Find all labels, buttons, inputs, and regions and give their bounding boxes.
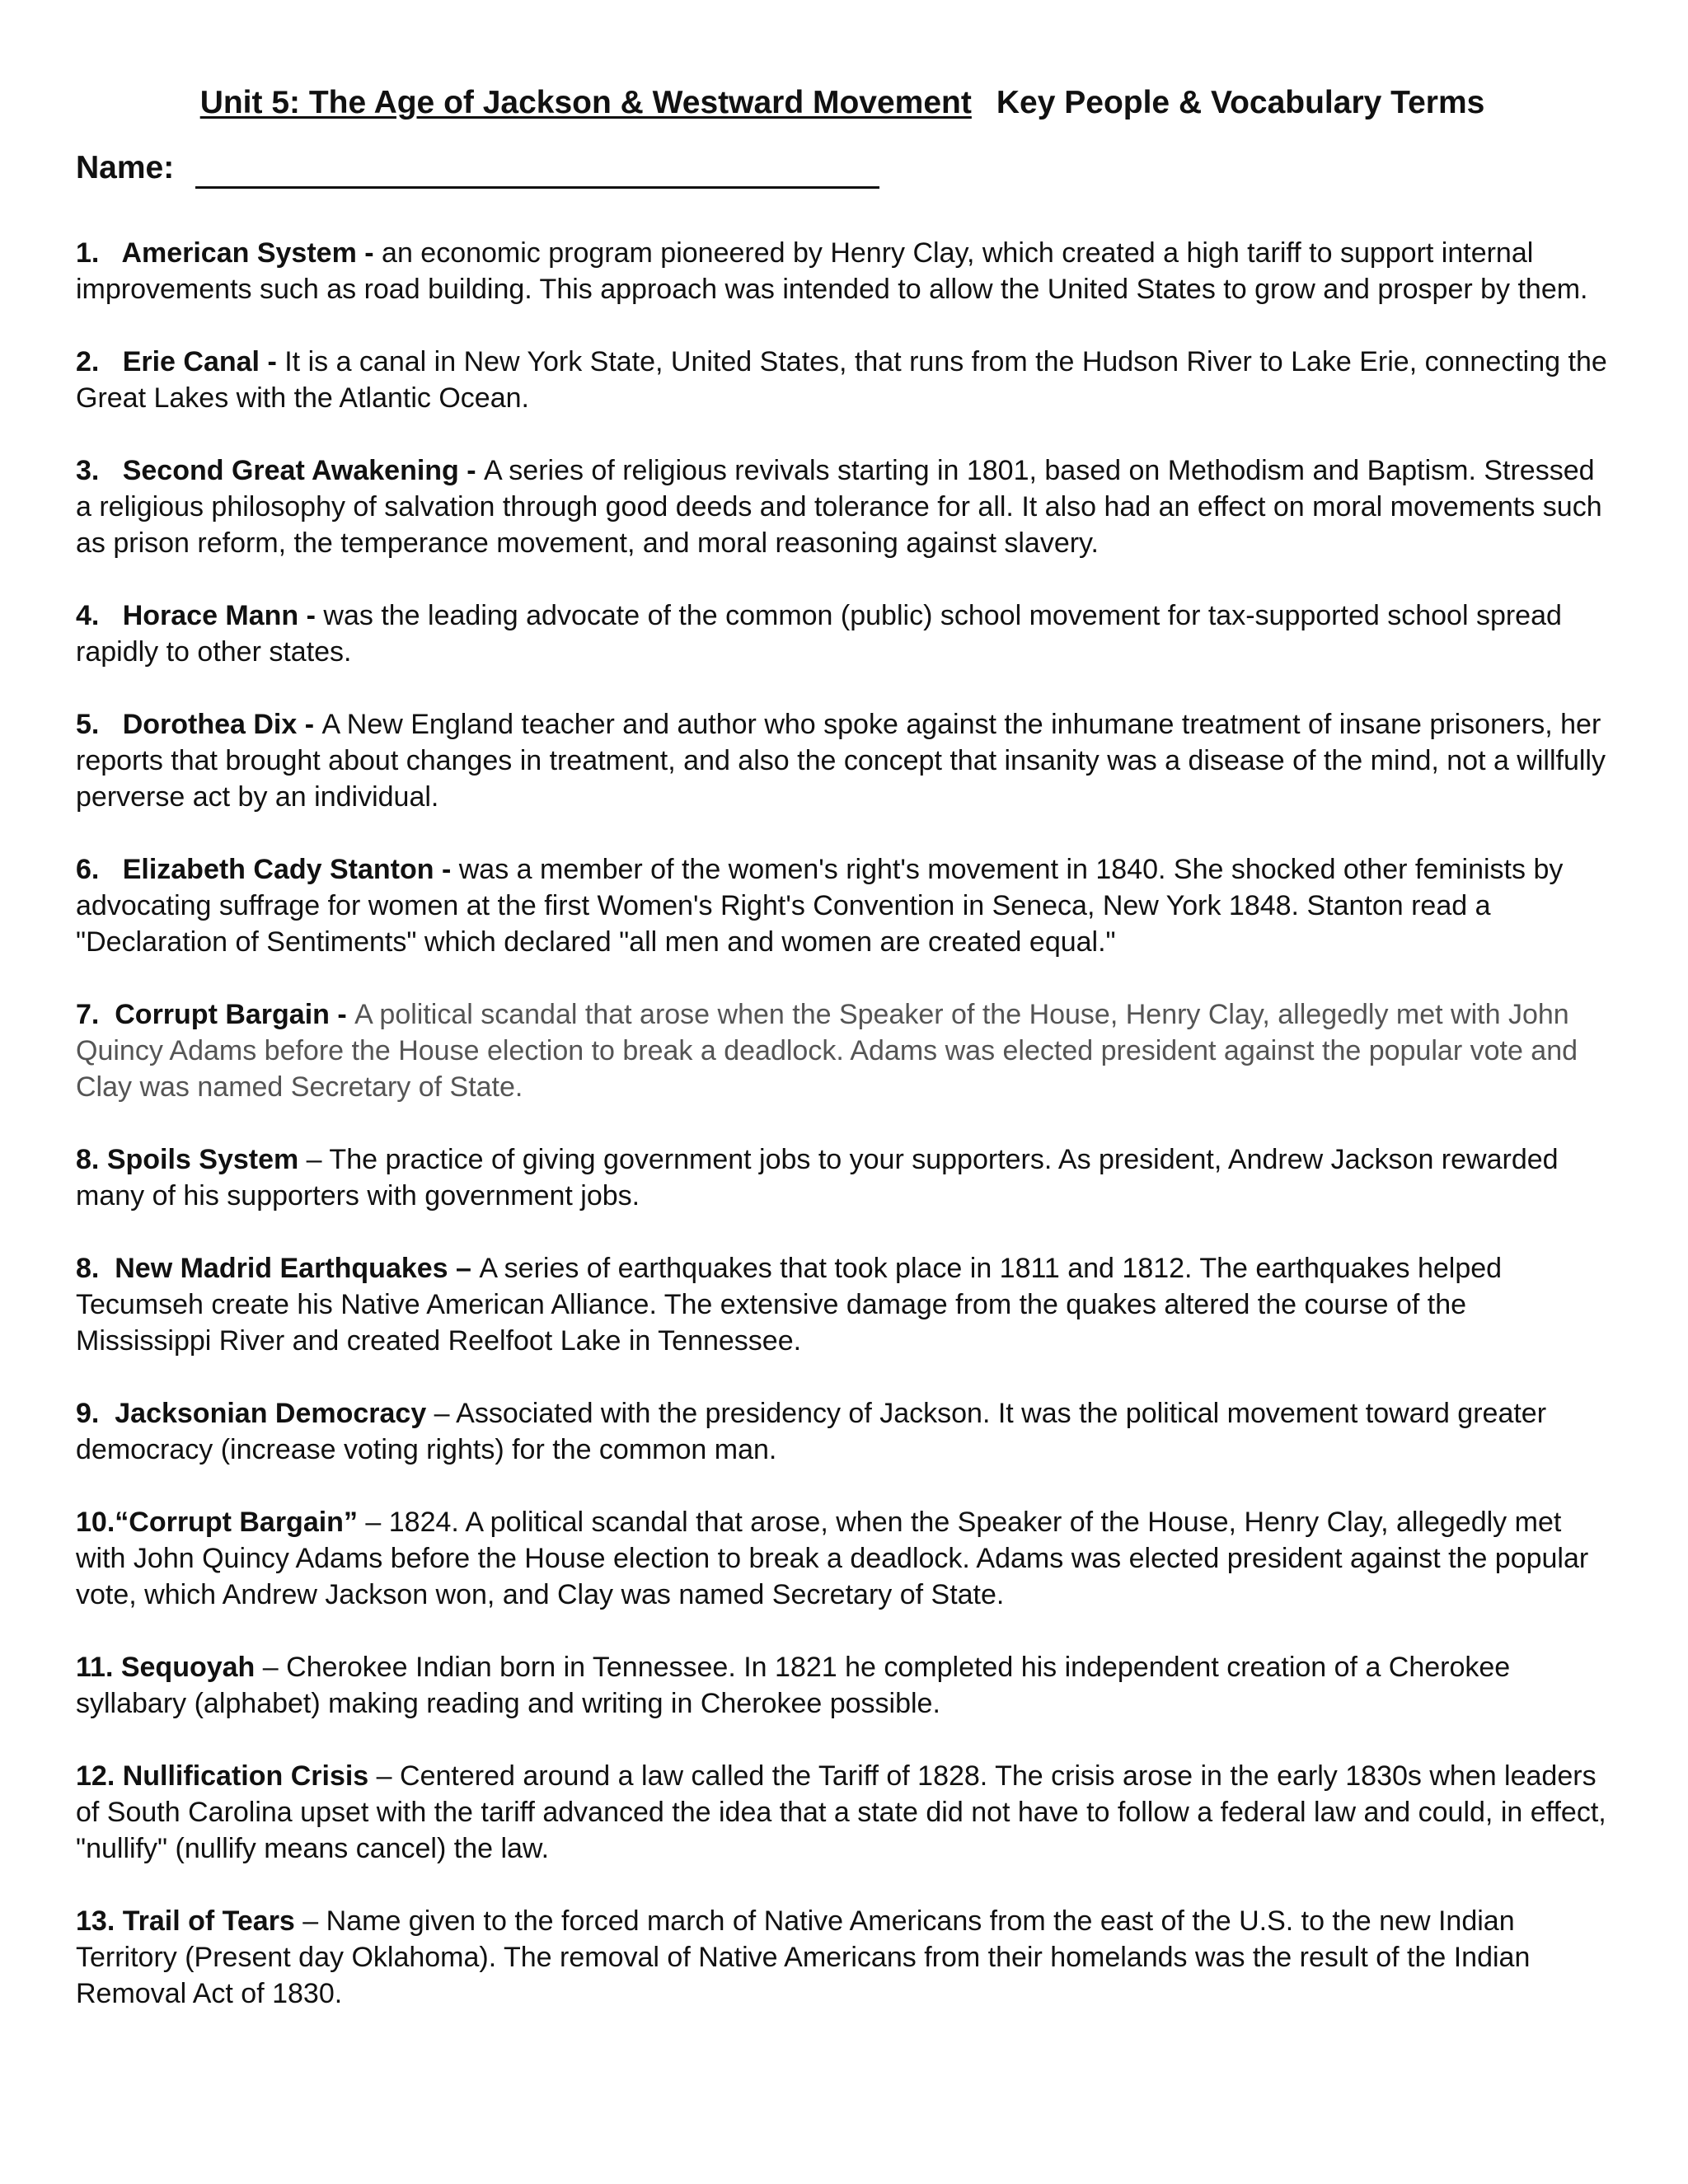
entry-separator: - [356, 237, 382, 269]
entry-term: Elizabeth Cady Stanton [122, 854, 434, 886]
vocabulary-list [76, 235, 1609, 2012]
vocab-entry [76, 235, 1609, 307]
entry-term: Horace Mann [122, 600, 299, 632]
entry-definition: was a member of the women's right's movement in 1840. She shocked other feminists by advocating suffrage for women at the first Women's Right's Convention in Seneca, New York 1848. Stanton read a "Declaration of Sentiments" which declared "all men and women are created equal." [76, 854, 1564, 958]
entry-term: Spoils System [106, 1144, 299, 1176]
vocab-entry [76, 1649, 1609, 1722]
entry-term: Corrupt Bargain [115, 999, 330, 1031]
entry-definition: A New England teacher and author who spoke against the inhumane treatment of insane prisoners, her reports that brought about changes in treatment, and also the concept that insanity was a disease of the mind, not a willfully perverse act by an individual. [76, 709, 1606, 813]
entry-definition: Centered around a law called the Tariff of 1828. The crisis arose in the early 1830s when leaders of South Carolina upset with the tariff advanced the idea that a state did not have to follow a federal law and could, in effect, "nullify" (nullify means cancel) the law. [76, 1760, 1606, 1865]
entry-number: 1. [76, 237, 122, 269]
vocab-entry [76, 1141, 1609, 1214]
entry-number: 11. [76, 1652, 121, 1684]
vocab-entry [76, 1758, 1609, 1867]
entry-number: 2. [76, 346, 123, 378]
vocab-entry [76, 706, 1609, 815]
entry-term: Dorothea Dix [122, 709, 298, 741]
entry-term: Nullification Crisis [122, 1760, 369, 1793]
vocab-entry [76, 996, 1609, 1105]
entry-number: 7. [76, 999, 115, 1031]
entry-definition: A political scandal that arose when the Speaker of the House, Henry Clay, allegedly met with John Quincy Adams before the House election to break a deadlock. Adams was elected president against the popular vote and Clay was named Secretary of State. [76, 999, 1578, 1104]
entry-definition: Associated with the presidency of Jackson. It was the political movement toward greater democracy (increase voting rights) for the common man. [76, 1398, 1547, 1466]
entry-separator: - [329, 999, 355, 1031]
vocab-entry [76, 1903, 1609, 2012]
entry-separator: – [357, 1507, 389, 1539]
entry-definition: The practice of giving government jobs to your supporters. As president, Andrew Jackson rewarded many of his supporters with government jobs. [76, 1144, 1559, 1212]
name-row [76, 148, 1609, 190]
entry-number: 3. [76, 455, 123, 487]
entry-number: 4. [76, 600, 123, 632]
entry-number: 9. [76, 1398, 115, 1430]
entry-definition: Name given to the forced march of Native Americans from the east of the U.S. to the new Indian Territory (Present day Oklahoma). The removal of Native Americans from their homelands was the result of the Indian Removal Act of 1830. [76, 1905, 1531, 2010]
unit-title: Unit 5: The Age of Jackson & Westward Movement [199, 85, 972, 120]
entry-number: 12. [76, 1760, 123, 1793]
entry-term: New Madrid Earthquakes [115, 1253, 448, 1285]
entry-term: Second Great Awakening [122, 455, 459, 487]
entry-definition: Cherokee Indian born in Tennessee. In 1821 he completed his independent creation of a Cherokee syllabary (alphabet) making reading and writing in Cherokee possible. [76, 1652, 1511, 1720]
entry-separator: – [298, 1144, 330, 1176]
entry-number: 8. [76, 1144, 107, 1176]
entry-number: 5. [76, 709, 123, 741]
vocab-entry [76, 1250, 1609, 1359]
entry-definition: It is a canal in New York State, United States, that runs from the Hudson River to Lake Erie, connecting the Great Lakes with the Atlantic Ocean. [76, 346, 1607, 415]
entry-definition: was the leading advocate of the common (public) school movement for tax-supported school spread rapidly to other states. [76, 600, 1562, 668]
entry-definition: A series of earthquakes that took place in 1811 and 1812. The earthquakes helped Tecumseh create his Native American Alliance. The extensive damage from the quakes altered the course of the Mississippi River and created Reelfoot Lake in Tennessee. [76, 1253, 1503, 1357]
entry-number: 10. [76, 1507, 115, 1539]
entry-separator: – [255, 1652, 287, 1684]
entry-separator: – [448, 1253, 480, 1285]
page-header [76, 82, 1609, 124]
vocab-entry [76, 344, 1609, 416]
vocab-entry [76, 452, 1609, 561]
entry-term: Sequoyah [120, 1652, 256, 1684]
entry-number: 6. [76, 854, 123, 886]
entry-number: 13. [76, 1905, 123, 1938]
entry-separator: – [294, 1905, 326, 1938]
entry-definition: an economic program pioneered by Henry Clay, which created a high tariff to support internal improvements such as road building. This approach was intended to allow the United States to grow and prosper by them. [76, 237, 1588, 306]
entry-definition: 1824. A political scandal that arose, when the Speaker of the House, Henry Clay, allegedly met with John Quincy Adams before the House election to break a deadlock. Adams was elected president against the popular vote, which Andrew Jackson won, and Clay was named Secretary of State. [76, 1507, 1589, 1611]
entry-definition: A series of religious revivals starting in 1801, based on Methodism and Baptism. Stressed a religious philosophy of salvation through good deeds and tolerance for all. It also had an effect on moral movements such as prison reform, the temperance movement, and moral reasoning against slavery. [76, 455, 1602, 560]
worksheet-page [76, 82, 1609, 2048]
entry-separator: – [368, 1760, 401, 1793]
entry-separator: - [297, 709, 322, 741]
entry-term: Erie Canal [122, 346, 260, 378]
entry-term: Jacksonian Democracy [115, 1398, 427, 1430]
vocab-entry [76, 1504, 1609, 1613]
entry-separator: – [426, 1398, 457, 1430]
entry-separator: - [260, 346, 285, 378]
entry-term: Trail of Tears [122, 1905, 295, 1938]
entry-number: 8. [76, 1253, 115, 1285]
entry-separator: - [434, 854, 459, 886]
vocab-entry [76, 598, 1609, 670]
name-label: Name: [76, 149, 175, 185]
unit-subtitle: Key People & Vocabulary Terms [996, 85, 1485, 120]
vocab-entry [76, 1395, 1609, 1468]
entry-term: American System [121, 237, 357, 269]
name-blank-line[interactable] [195, 155, 879, 189]
entry-term: “Corrupt Bargain” [115, 1507, 358, 1539]
vocab-entry [76, 851, 1609, 960]
entry-separator: - [298, 600, 324, 632]
entry-separator: - [458, 455, 485, 487]
